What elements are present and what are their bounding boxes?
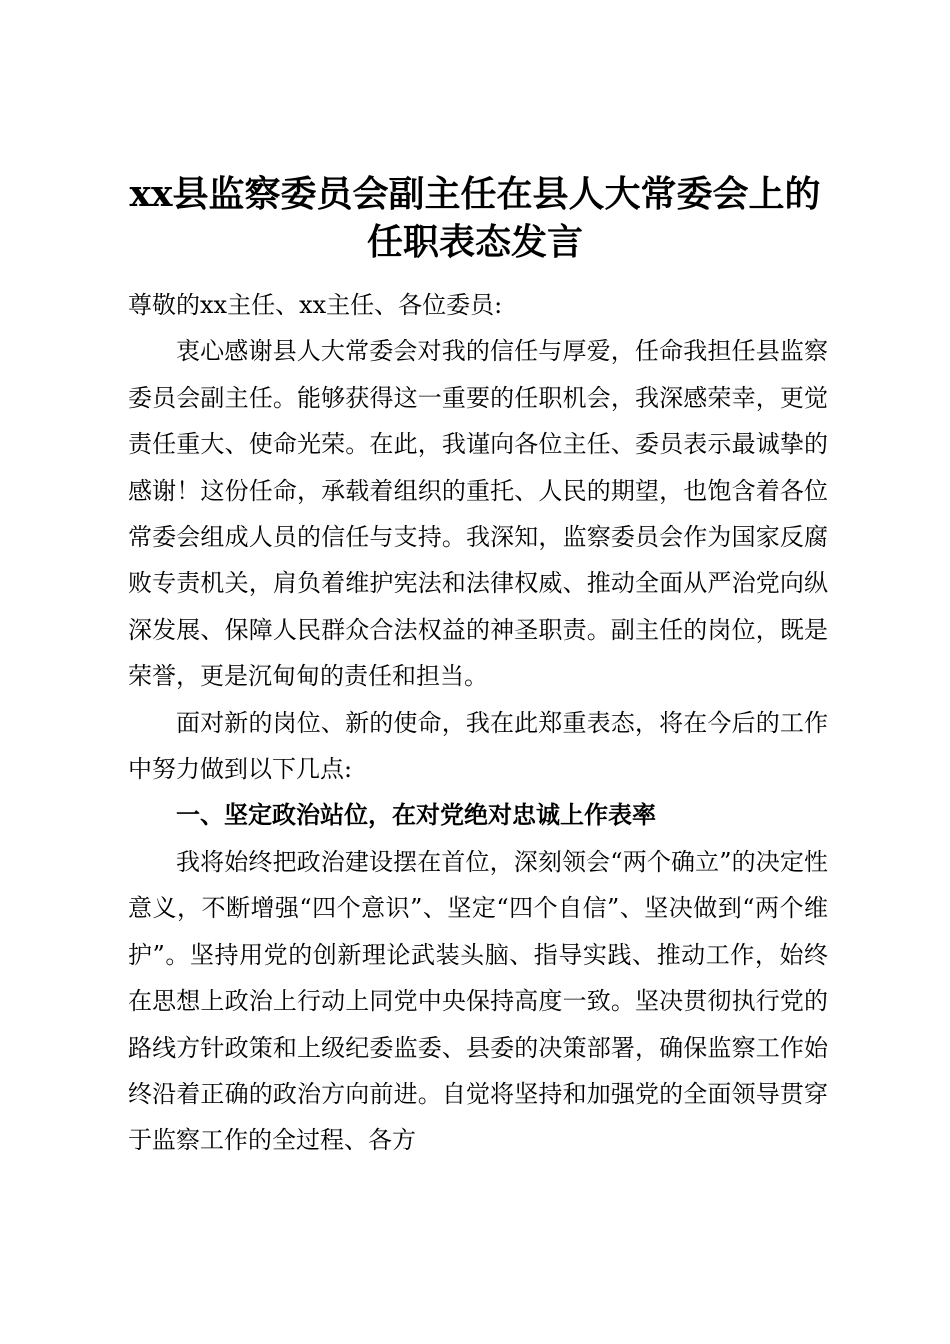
paragraph-commitment-intro: 面对新的岗位、新的使命，我在此郑重表态，将在今后的工作中努力做到以下几点: — [128, 708, 828, 784]
section-1-paragraph: 我将始终把政治建设摆在首位，深刻领会“两个确立”的决定性意义，不断增强“四个意识”、坚定“四个自信”、坚决做到“两个维护”。坚持用党的创新理论武装头脑、指导实践、推动工作，始终在思想上政治上行动上同党中央保持高度一致。坚决贯彻执行党的路线方针政策和上级纪委监委、县委的决策部署，确保监察工作始终沿着正确的政治方向前进。自觉将坚持和加强党的全面领导贯穿于监察工作的全过程、各方 — [128, 847, 828, 1155]
paragraph-gratitude: 衷心感谢县人大常委会对我的信任与厚爱，任命我担任县监察委员会副主任。能够获得这一重要的任职机会，我深感荣幸，更觉责任重大、使命光荣。在此，我谨向各位主任、委员表示最诚挚的感谢！这份任命，承载着组织的重托、人民的期望，也饱含着各位常委会组成人员的信任与支持。我深知，监察委员会作为国家反腐败专责机关，肩负着维护宪法和法律权威、推动全面从严治党向纵深发展、保障人民群众合法权益的神圣职责。副主任的岗位，既是荣誉，更是沉甸甸的责任和担当。 — [128, 337, 828, 691]
title-line-1: xx县监察委员会副主任在县人大常委会上的 — [129, 173, 821, 215]
title-line-2: 任职表态发言 — [366, 221, 583, 263]
salutation: 尊敬的xx主任、xx主任、各位委员: — [128, 291, 503, 319]
document-body — [128, 282, 828, 1164]
document-title — [120, 170, 830, 266]
section-heading-1: 一、坚定政治站位，在对党绝对忠诚上作表率 — [176, 801, 656, 830]
